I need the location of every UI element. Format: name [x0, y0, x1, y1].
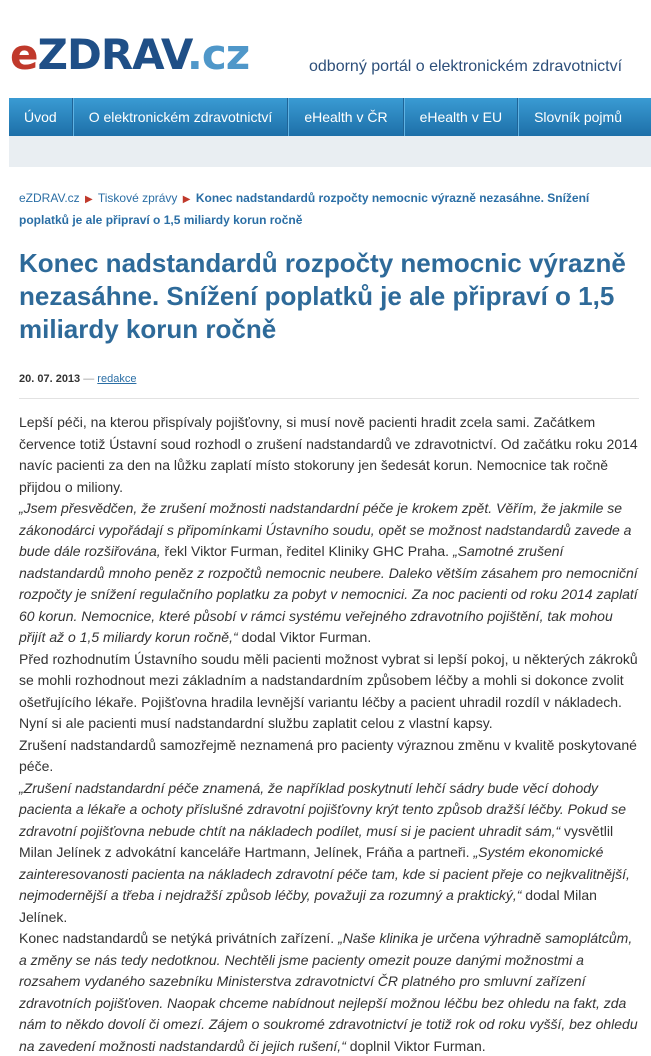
main-nav [9, 98, 651, 136]
article-body [19, 412, 639, 1056]
article-paragraph: Lepší péči, na kterou přispívaly pojišťovny, si musí nově pacienti hradit zcela sami. Začátkem července totiž Ústavní soud rozhodl o zrušení nadstandardů ve zdravotnictví. Od začátku roku 2014 navíc pacienti za den na lůžku zaplatí místo stokoruny jen šedesát korun. Nemocnice tak ročně přijdou o miliony. [19, 414, 638, 495]
article-paragraph: Před rozhodnutím Ústavního soudu měli pacienti možnost vybrat si lepší pokoj, u některých zákroků se mohli rozhodnout mezi základním a nadstandardním způsobem léčby a mohli si dokonce zvolit ošetřujícího lékaře. Pojišťovna hradila levnější variantu léčby a pacient uhradil rozdíl v nákladech. Nyní si ale pacienti musí nadstandardní službu zaplatit celou z vlastní kapsy. [19, 650, 638, 731]
quote-text: „Systém ekonomické zainteresovanosti pacienta na nákladech zdravotní péče tam, kde si pacient přeje co nejkvalitnější, nejmodernější a třeba i nejdražší způsob léčby, považuji za rozumný a praktický,“ [19, 844, 630, 903]
plain-text: vysvětlil Milan Jelínek z advokátní kanceláře Hartmann, Jelínek, Fráňa a partneři. [19, 822, 614, 860]
nav-item-o-ezdravotnictvi[interactable]: O elektronickém zdravotnictví [73, 98, 289, 136]
breadcrumb-section-link[interactable]: Tiskové zprávy [97, 191, 178, 205]
main-content [19, 188, 639, 1056]
article-paragraph: Zrušení nadstandardů samozřejmě neznamená pro pacienty výraznou změnu v kvalitě poskytované péče. [19, 736, 637, 774]
plain-text: Konec nadstandardů se netýká privátních zařízení. [19, 930, 339, 946]
site-header [0, 0, 651, 98]
quote-text: „Jsem přesvědčen, že zrušení možnosti nadstandardní péče je krokem zpět. Věřím, že jakmile se zákonodárci vypořádají s připomínkami Ústavního soudu, opět se možnost nadstandardů zavede a bude dále rozšiřována, [19, 500, 632, 559]
author-link[interactable]: redakce [97, 373, 137, 385]
logo-cz: .cz [186, 30, 250, 79]
nav-item-ehealth-eu[interactable]: eHealth v EU [404, 98, 518, 136]
article-paragraph [19, 778, 639, 929]
breadcrumb-home-link[interactable]: eZDRAV.cz [19, 191, 80, 205]
quote-text: „Naše klinika je určena výhradně samoplátcům, a změny se nás tedy nedotknou. Nechtěli jsme pacienty omezit pouze danými možnostmi a rozsahem vydaného sazebníku Ministerstva zdravotnictví ČR platného pro smluvní zařízení zdravotních pojišťoven. Naopak chceme nabídnout nejlepší možnou léčbu bez ohledu na fakt, zda nám to někdo dovolí či omezí. Zájem o soukromé zdravotnictví je totiž rok od roku vyšší, bez ohledu na zavedení možnosti nadstandardů či jejich rušení,“ [19, 930, 638, 1054]
quote-text: „Samotné zrušení nadstandardů mnoho peněz z rozpočtů nemocnic neubere. Daleko větším zásahem pro nemocniční rozpočty je snížení regulačního poplatku za pobyt v nemocnici. Za noc pacienti od roku 2014 zaplatí 60 korun. Nemocnice, které působí v rámci systému veřejného zdravotního pojištění, tak mohou přijít až o 1,5 miliardy korun ročně,“ [19, 543, 638, 645]
logo-zdrav: ZDRAV [37, 30, 187, 79]
plain-text: doplnil Viktor Furman. [345, 1037, 486, 1054]
article-paragraph [19, 928, 639, 1056]
article-paragraph [19, 498, 639, 649]
article-title: Konec nadstandardů rozpočty nemocnic výrazně nezasáhne. Snížení poplatků je ale připraví o 1,5 miliardy korun ročně [19, 248, 626, 344]
plain-text: dodal Viktor Furman. [237, 629, 372, 645]
nav-item-slovnik[interactable]: Slovník pojmů [518, 98, 637, 136]
logo-e: e [10, 30, 38, 79]
site-logo[interactable] [10, 30, 249, 80]
meta-dash: — [83, 373, 95, 385]
nav-item-uvod[interactable]: Úvod [9, 98, 73, 136]
quote-text: „Zrušení nadstandardní péče znamená, že například poskytnutí lehčí sádry bude věcí dohody pacienta a lékaře a ochoty příslušné zdravotní pojišťovny krýt tento způsob dražší léčby. Pokud se zdravotní pojišťovna nebude chtít na nákladech podílet, musí si je pacient uhradit sám,“ [19, 779, 627, 839]
site-tagline: odborný portál o elektronickém zdravotnictví [309, 58, 623, 75]
article-meta [19, 372, 639, 399]
breadcrumb-current: Konec nadstandardů rozpočty nemocnic výrazně nezasáhne. Snížení poplatků je ale připraví o 1,5 miliardy korun ročně [19, 191, 590, 227]
plain-text: řekl Viktor Furman, ředitel Kliniky GHC Praha. [160, 543, 453, 559]
sub-nav-bar [9, 136, 651, 167]
breadcrumb-arrow-icon: ▶ [182, 194, 191, 205]
breadcrumb-arrow-icon: ▶ [85, 194, 93, 205]
nav-item-ehealth-cr[interactable]: eHealth v ČR [288, 98, 403, 136]
breadcrumb [19, 188, 639, 230]
article-date: 20. 07. 2013 [19, 373, 81, 385]
plain-text: dodal Milan Jelínek. [19, 887, 597, 925]
